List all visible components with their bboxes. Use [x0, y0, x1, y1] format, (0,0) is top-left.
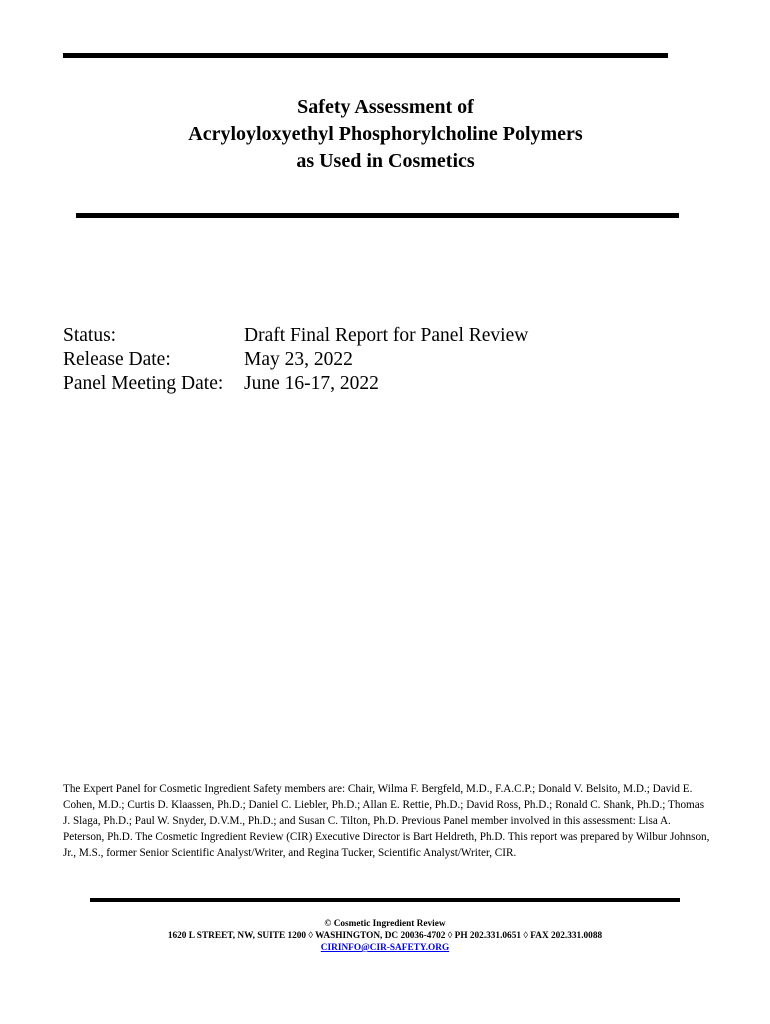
footer [90, 918, 680, 954]
top-rule [63, 53, 668, 58]
release-date-label: Release Date: [63, 349, 171, 370]
footer-copyright: © Cosmetic Ingredient Review [324, 919, 446, 929]
release-date-value: May 23, 2022 [244, 349, 353, 370]
document-title [63, 94, 708, 175]
panel-meeting-date-label: Panel Meeting Date: [63, 373, 224, 394]
panel-meeting-date-row [63, 372, 528, 396]
report-meta [63, 324, 528, 396]
title-line-2: Acryloyloxyethyl Phosphorylcholine Polymers [188, 123, 583, 145]
status-row [63, 324, 528, 348]
footer-address: 1620 L STREET, NW, SUITE 1200 ◊ WASHINGTON, DC 20036-4702 ◊ PH 202.331.0651 ◊ FAX 202.331.0088 [167, 931, 603, 941]
footer-rule [90, 898, 680, 902]
title-line-1: Safety Assessment of [297, 96, 474, 118]
release-date-row [63, 348, 528, 372]
status-label: Status: [63, 325, 117, 346]
title-line-3: as Used in Cosmetics [296, 150, 475, 172]
status-value: Draft Final Report for Panel Review [244, 325, 529, 346]
panel-members-paragraph: The Expert Panel for Cosmetic Ingredient Safety members are: Chair, Wilma F. Bergfeld, M.D., F.A.C.P.; Donald V. Belsito, M.D.; David E. Cohen, M.D.; Curtis D. Klaassen, Ph.D.; Daniel C. Liebler, Ph.D.; Allan E. Rettie, Ph.D.; David Ross, Ph.D.; Ronald C. Shank, Ph.D.; Thomas J. Slaga, Ph.D.; Paul W. Snyder, D.V.M., Ph.D.; and Susan C. Tilton, Ph.D. Previous Panel member involved in this assessment: Lisa A. Peterson, Ph.D. The Cosmetic Ingredient Review (CIR) Executive Director is Bart Heldreth, Ph.D. This report was prepared by Wilbur Johnson, Jr., M.S., former Senior Scientific Analyst/Writer, and Regina Tucker, Scientific Analyst/Writer, CIR. [63, 783, 710, 859]
panel-meeting-date-value: June 16-17, 2022 [244, 373, 379, 394]
title-rule [76, 213, 679, 218]
footer-email-link[interactable]: CIRINFO@CIR-SAFETY.ORG [320, 943, 450, 953]
